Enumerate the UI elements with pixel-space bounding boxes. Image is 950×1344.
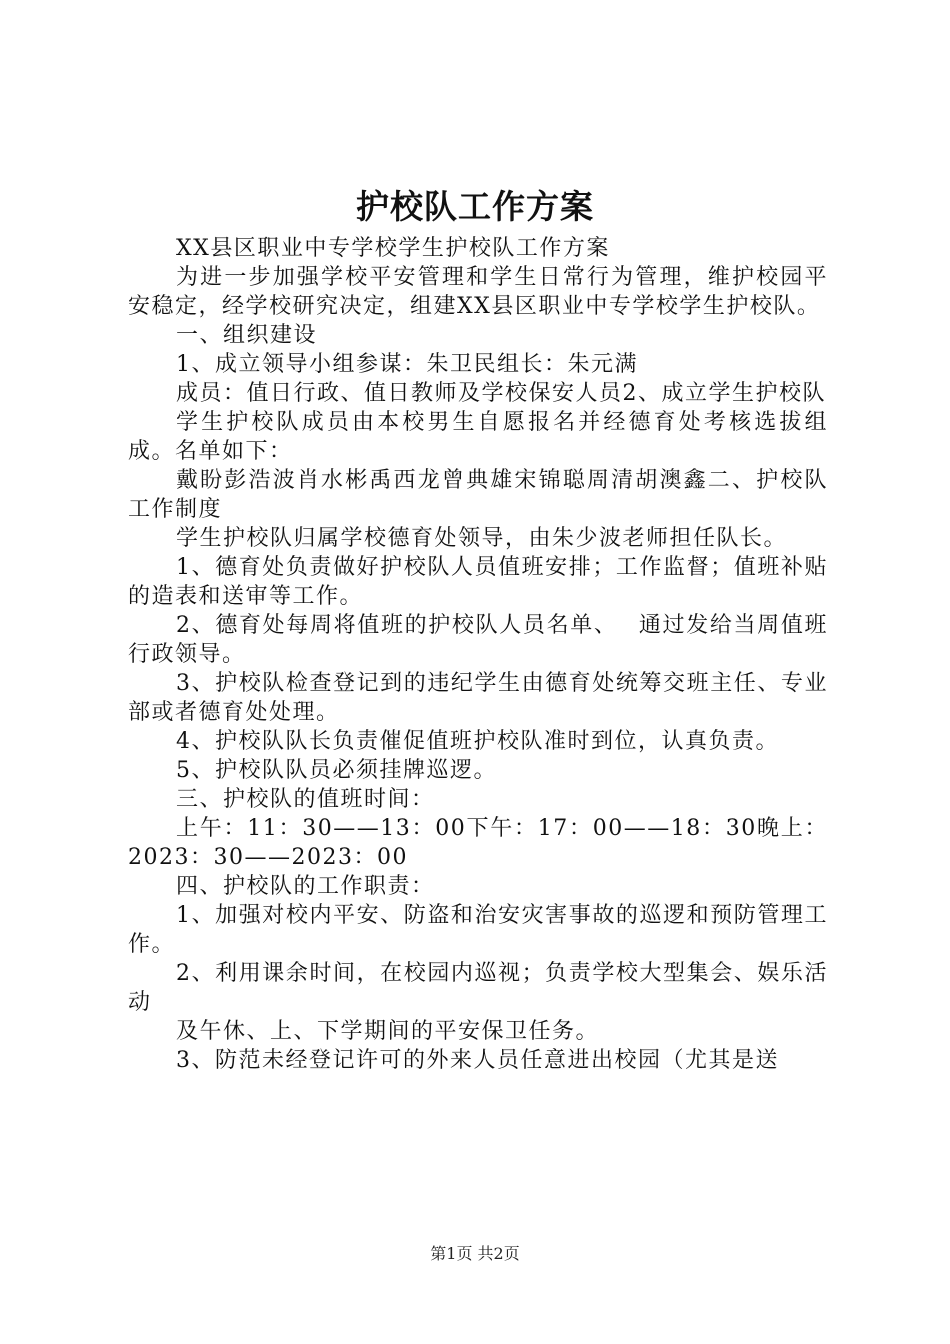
paragraph-subtitle: XX县区职业中专学校学生护校队工作方案 [176, 236, 610, 261]
paragraph-rule-1: 1、德育处负责做好护校队人员值班安排；工作监督；值班补贴的造表和送审等工作。 [128, 555, 828, 609]
paragraph-duty-2-cont: 及午休、上、下学期间的平安保卫任务。 [176, 1019, 600, 1044]
paragraph-leadership-group: 1、成立领导小组参谋：朱卫民组长：朱元满 [176, 352, 638, 377]
document-title: 护校队工作方案 [356, 187, 594, 226]
document-body [128, 234, 828, 1075]
paragraph-rule-4: 4、护校队队长负责催促值班护校队准时到位，认真负责。 [176, 729, 779, 754]
paragraph-rule-3: 3、护校队检查登记到的违纪学生由德育处统筹交班主任、专业部或者德育处处理。 [128, 671, 828, 725]
paragraph-name-list: 戴盼彭浩波肖水彬禹西龙曾典雄宋锦聪周清胡澳鑫二、护校队工作制度 [128, 468, 828, 522]
paragraph-intro: 为进一步加强学校平安管理和学生日常行为管理，维护校园平安稳定，经学校研究决定，组建XX县区职业中专学校学生护校队。 [128, 265, 828, 319]
paragraph-duty-1: 1、加强对校内平安、防盗和治安灾害事故的巡逻和预防管理工作。 [128, 903, 828, 957]
paragraph-leadership: 学生护校队归属学校德育处领导，由朱少波老师担任队长。 [176, 526, 788, 551]
paragraph-schedule-times: 上午：11：30——13：00下午：17：00——18：30晚上：2023：30——2023：00 [128, 816, 828, 870]
paragraph-duty-3: 3、防范未经登记许可的外来人员任意进出校园（尤其是送 [176, 1048, 779, 1073]
paragraph-rule-5: 5、护校队队员必须挂牌巡逻。 [176, 758, 497, 783]
section-heading-organization: 一、组织建设 [176, 323, 318, 348]
section-heading-schedule: 三、护校队的值班时间： [176, 787, 435, 812]
paragraph-recruitment: 学生护校队成员由本校男生自愿报名并经德育处考核选拔组成。名单如下： [128, 410, 828, 464]
paragraph-duty-2: 2、利用课余时间，在校园内巡视；负责学校大型集会、娱乐活动 [128, 961, 828, 1015]
section-heading-duties: 四、护校队的工作职责： [176, 874, 435, 899]
page-footer: 第1页 共2页 [430, 1244, 520, 1263]
paragraph-rule-2: 2、德育处每周将值班的护校队人员名单、 通过发给当周值班行政领导。 [128, 613, 828, 667]
paragraph-members: 成员：值日行政、值日教师及学校保安人员2、成立学生护校队 [176, 381, 826, 406]
